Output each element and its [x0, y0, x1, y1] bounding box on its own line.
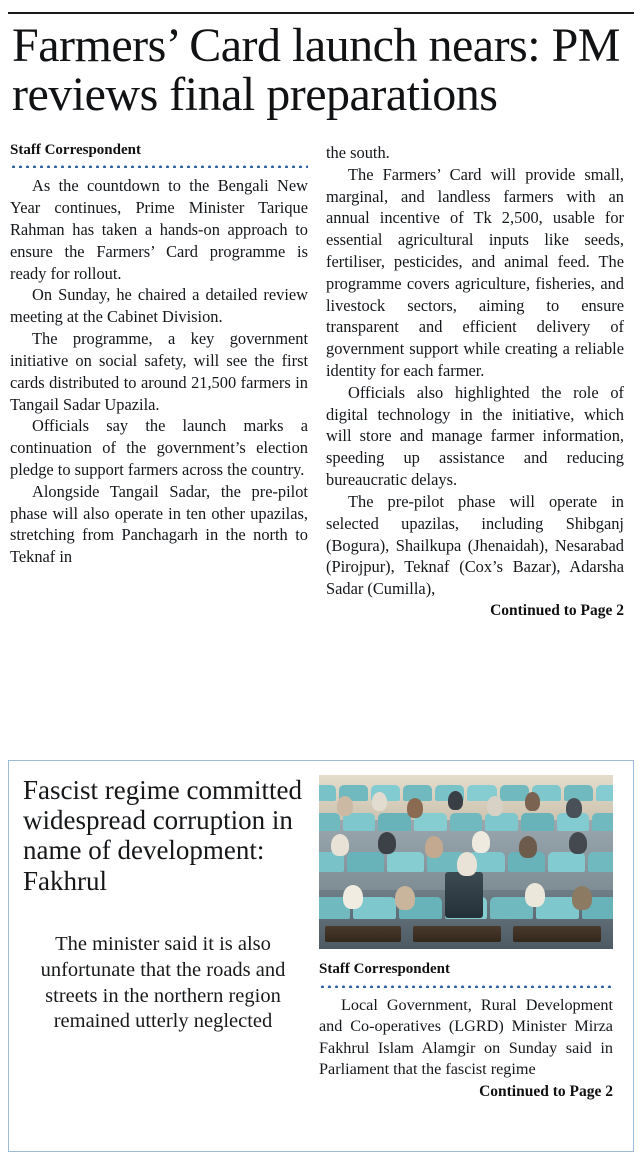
lead-paragraph: Officials also highlighted the role of digital technology in the initiative, which will store and manage farmer information, speeding up assistance and reducing bureaucratic delays. — [326, 382, 624, 490]
secondary-story-layout — [23, 775, 619, 1141]
lead-paragraph: The Farmers’ Card will provide small, marginal, and landless farmers with an annual incentive of Tk 2,500, usable for essential agricultural inputs like seeds, fertiliser, pesticides, and animal feed. The programme covers agriculture, fisheries, and livestock sectors, aiming to ensure transparent and efficient delivery of government support while creating a reliable identity for each farmer. — [326, 164, 624, 381]
photo-seated-member — [569, 832, 587, 854]
byline-dot-divider — [10, 162, 308, 168]
photo-seated-member — [372, 792, 387, 811]
photo-front-desk — [413, 926, 501, 942]
lead-paragraph: the south. — [326, 142, 390, 162]
lead-paragraph: Alongside Tangail Sadar, the pre-pilot phase will also operate in ten other upazilas, stretching from Panchagarh in the north to Teknaf in — [10, 481, 308, 567]
lead-headline: Farmers’ Card launch nears: PM reviews final preparations — [12, 19, 620, 121]
secondary-dot-divider — [319, 982, 613, 988]
lead-paragraph: As the countdown to the Bengali New Year continues, Prime Minister Tarique Rahman has taken a hands-on approach to ensure the Farmers’ Card programme is ready for rollout. — [10, 176, 308, 283]
photo-front-desk — [513, 926, 601, 942]
photo-seated-member — [425, 836, 443, 858]
secondary-story-left — [23, 775, 303, 1141]
lead-column-left — [10, 142, 308, 620]
lead-story — [10, 19, 624, 620]
top-divider-rule — [8, 12, 634, 14]
lead-paragraph: On Sunday, he chaired a detailed review meeting at the Cabinet Division. — [10, 285, 308, 327]
photo-front-bench-member — [525, 883, 545, 907]
lead-paragraph: The pre-pilot phase will operate in selected upazilas, including Shibganj (Bogura), Shailkupa (Jhenaidah), Nesarabad (Pirojpur), Teknaf (Cox’s Bazar), Adarsha Sadar (Cumilla), — [326, 491, 624, 599]
photo-seated-member — [337, 796, 353, 816]
photo-seated-member — [407, 798, 423, 818]
photo-seated-member — [525, 792, 540, 811]
parliament-session-photo — [319, 775, 613, 949]
photo-seated-member — [472, 831, 490, 853]
lead-columns — [10, 142, 624, 620]
secondary-kicker: The minister said it is also unfortunate that the roads and streets in the northern region remained utterly neglected — [40, 932, 286, 1033]
photo-standing-speaker — [457, 852, 477, 876]
lead-byline: Staff Correspondent — [10, 141, 141, 158]
photo-front-desk — [325, 926, 401, 942]
photo-speaker-podium — [445, 872, 483, 918]
lead-paragraph: The programme, a key government initiative on social safety, will see the first cards distributed to around 21,500 farmers in Tangail Sadar Upazila. — [10, 329, 308, 414]
secondary-continued-label[interactable]: Continued to Page 2 — [479, 1082, 613, 1100]
photo-seated-member — [331, 834, 349, 856]
photo-front-bench-member — [343, 885, 363, 909]
photo-seated-member — [487, 796, 503, 816]
photo-front-bench-member — [572, 886, 592, 910]
lead-paragraph: Officials say the launch marks a continuation of the government’s election pledge to support farmers across the country. — [10, 416, 308, 479]
secondary-story-box — [8, 760, 634, 1152]
secondary-story-right — [319, 775, 613, 1141]
secondary-paragraph: Local Government, Rural Development and Co-operatives (LGRD) Minister Mirza Fakhrul Islam Alamgir on Sunday said in Parliament that the fascist regime — [319, 996, 613, 1079]
photo-seated-member — [566, 798, 582, 818]
photo-front-bench-member — [395, 886, 415, 910]
lead-continued-label[interactable]: Continued to Page 2 — [490, 601, 624, 619]
photo-seated-member — [519, 836, 537, 858]
secondary-headline: Fascist regime committed widespread corruption in name of development: Fakhrul — [23, 775, 302, 896]
photo-seated-member — [378, 832, 396, 854]
photo-seated-member — [448, 791, 463, 810]
lead-column-right — [326, 142, 624, 620]
secondary-byline: Staff Correspondent — [319, 961, 450, 977]
